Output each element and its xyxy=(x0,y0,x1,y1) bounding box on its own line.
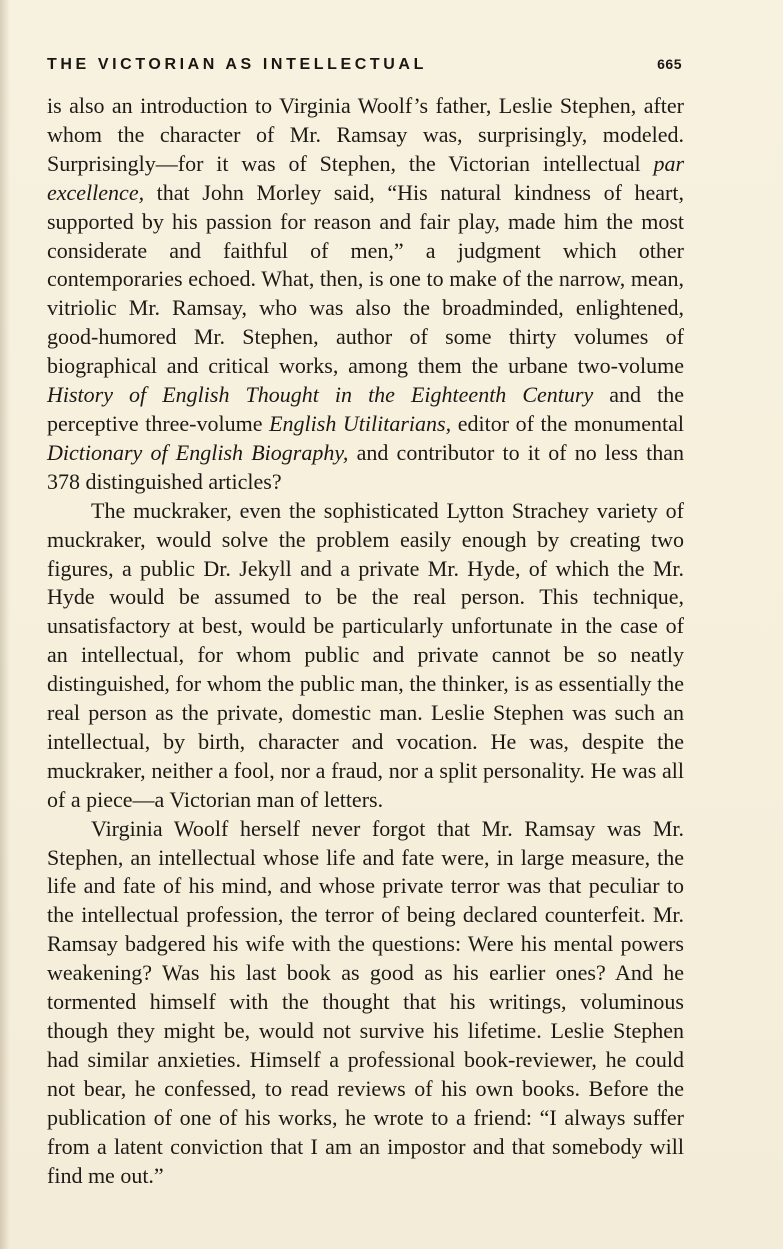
running-head-title: THE VICTORIAN AS INTELLECTUAL xyxy=(47,56,427,73)
paragraph xyxy=(47,815,684,1191)
body-text xyxy=(47,92,684,1190)
text-segment: and the perceptive three-volume xyxy=(47,382,684,436)
paragraph xyxy=(47,497,684,815)
paragraph xyxy=(47,92,684,497)
italic-segment: par excellence, xyxy=(47,150,684,205)
text-segment: and contributor to it of no less than 378 distinguished articles? xyxy=(47,439,684,494)
book-title: Dictionary of English Biography, xyxy=(47,439,349,465)
text-segment: is also an introduction to Virginia Woolf’s father, Leslie Stephen, after whom the character of Mr. Ramsay was, surprisingly, modeled. Surprisingly—for it was of Stephen, the Victorian intellectual xyxy=(47,93,684,176)
running-head xyxy=(47,56,682,80)
book-title: History of English Thought in the Eighteenth Century xyxy=(47,382,594,408)
spine-shadow xyxy=(0,0,10,1249)
book-title: English Utilitarians, xyxy=(269,410,452,436)
text-segment: that John Morley said, “His natural kindness of heart, supported by his passion for reason and fair play, made him the most considerate and faithful of men,” a judgment which other contemporaries echoed. What, then, is one to make of the narrow, mean, vitriolic Mr. Ramsay, who was also the broadminded, enlightened, good-humored Mr. Stephen, author of some thirty volumes of biographical and critical works, among them the urbane two-volume xyxy=(47,179,684,379)
page-number: 665 xyxy=(657,56,682,72)
text-segment: The muckraker, even the sophisticated Lytton Strachey variety of muckraker, would solve the problem easily enough by creating two figures, a public Dr. Jekyll and a private Mr. Hyde, of which the Mr. Hyde would be assumed to be the real person. This technique, unsatisfactory at best, would be particularly unfortunate in the case of an intellectual, for whom public and private cannot be so neatly distinguished, for whom the public man, the thinker, is as essentially the real person as the private, domestic man. Leslie Stephen was such an intellectual, by birth, character and vocation. He was, despite the muckraker, neither a fool, nor a fraud, nor a split personality. He was all of a piece—a Victorian man of letters. xyxy=(47,497,684,812)
text-segment: editor of the monumental xyxy=(451,410,684,436)
text-segment: Virginia Woolf herself never forgot that Mr. Ramsay was Mr. Stephen, an intellectual whose life and fate were, in large measure, the life and fate of his mind, and whose private terror was that peculiar to the intellectual profession, the terror of being declared counterfeit. Mr. Ramsay badgered his wife with the questions: Were his mental powers weakening? Was his last book as good as his earlier ones? And he tormented himself with the thought that his writings, voluminous though they might be, would not survive his lifetime. Leslie Stephen had similar anxieties. Himself a professional book-reviewer, he could not bear, he confessed, to read reviews of his own books. Before the publication of one of his works, he wrote to a friend: “I always suffer from a latent conviction that I am an impostor and that somebody will find me out.” xyxy=(47,815,684,1188)
